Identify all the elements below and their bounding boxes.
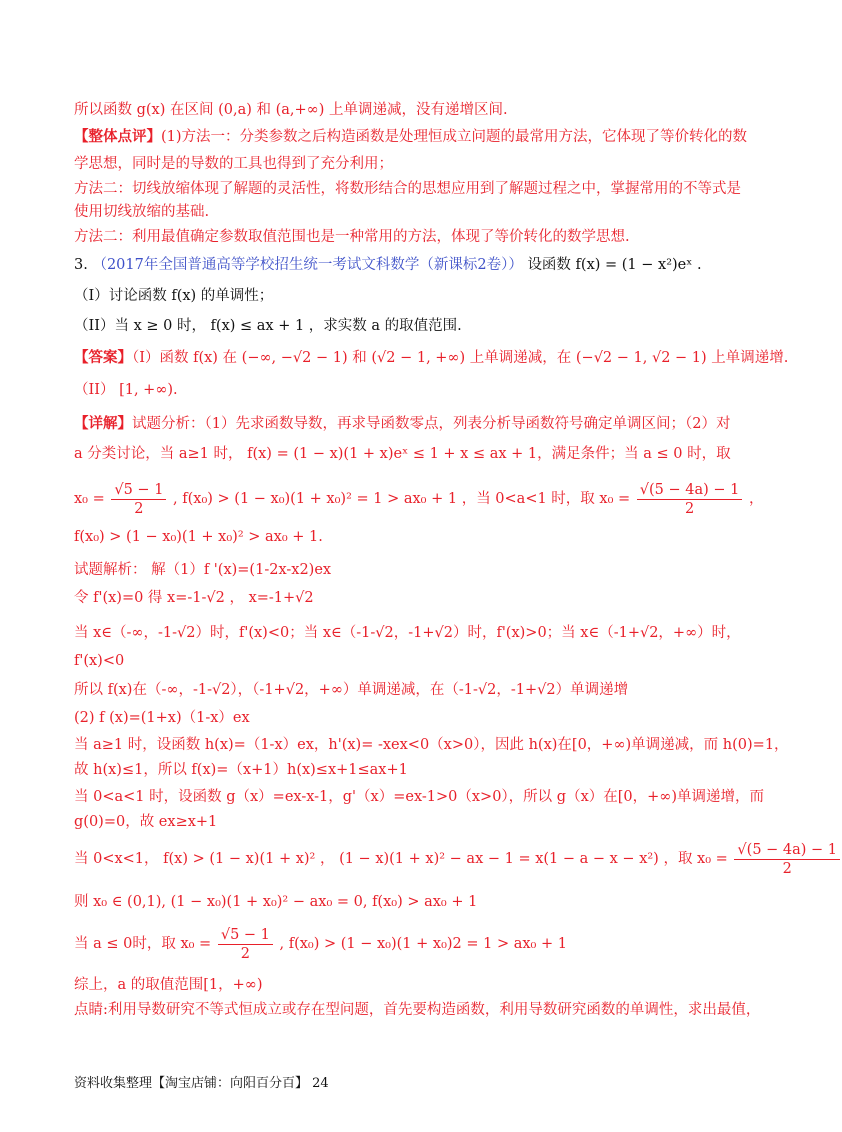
text-line: 当 a≥1 时，设函数 h(x)=（1-x）ex，h'(x)= -xex<0（x>0），因此 h(x)在[0，+∞)单调递减，而 h(0)=1， xyxy=(74,737,789,753)
question-source: （2017年全国普通高等学校招生统一考试文科数学（新课标2卷）） xyxy=(92,257,523,273)
fraction xyxy=(734,841,840,878)
question-number: 3. xyxy=(74,257,88,273)
fraction xyxy=(637,481,743,518)
text-line: 使用切线放缩的基础. xyxy=(74,204,210,220)
denominator: 2 xyxy=(240,945,250,962)
text-line: 则 x₀ ∈ (0,1), (1 − x₀)(1 + x₀)² − ax₀ = 0, f(x₀) > ax₀ + 1 xyxy=(74,894,478,910)
formula-line xyxy=(74,925,740,963)
answer-line xyxy=(74,348,789,368)
text-line: 令 f'(x)=0 得 x=-1-√2 ， x=-1+√2 xyxy=(74,590,314,606)
numerator: √5 − 1 xyxy=(111,481,166,500)
text-line: 所以 f(x)在（-∞，-1-√2），（-1+√2，+∞）单调递减，在（-1-√2，-1+√2）单调递增 xyxy=(74,682,629,698)
text-line: 点睛:利用导数研究不等式恒成立或存在型问题，首先要构造函数，利用导数研究函数的单调性，求出最值， xyxy=(74,1002,761,1018)
denominator: 2 xyxy=(684,500,695,517)
text-segment: (1)方法一：分类参数之后构造函数是处理恒成立问题的最常用方法，它体现了等价转化的数 xyxy=(161,129,748,145)
text-segment: 试题分析：（1）先求函数导数，再求导函数零点，列表分析导函数符号确定单调区间；（2）对 xyxy=(132,416,731,432)
denominator: 2 xyxy=(134,500,144,517)
text-line: （II） [1, +∞). xyxy=(74,382,178,398)
formula-line xyxy=(74,480,764,518)
text-line: 综上，a 的取值范围[1，+∞) xyxy=(74,977,263,993)
text-segment: ， xyxy=(749,491,764,507)
denominator: 2 xyxy=(782,860,792,877)
text-line: 所以函数 g(x) 在区间 (0,a) 和 (a,+∞) 上单调递减，没有递增区间. xyxy=(74,102,508,118)
fraction xyxy=(111,481,166,518)
text-line: 当 x∈（-∞，-1-√2）时，f'(x)<0；当 x∈（-1-√2，-1+√2）时，f'(x)>0；当 x∈（-1+√2，+∞）时， xyxy=(74,625,741,641)
text-line: 方法二：切线放缩体现了解题的灵活性，将数形结合的思想应用到了解题过程之中，掌握常用的不等式是 xyxy=(74,181,741,197)
text-line: a 分类讨论，当 a≥1 时， f(x) = (1 − x)(1 + x)eˣ ≤ 1 + x ≤ ax + 1，满足条件；当 a ≤ 0 时，取 xyxy=(74,446,731,462)
numerator: √5 − 1 xyxy=(218,926,273,945)
text-line: f(x₀) > (1 − x₀)(1 + x₀)² > ax₀ + 1. xyxy=(74,529,323,545)
section-tag: 【答案】 xyxy=(74,349,132,366)
text-line: 方法二：利用最值确定参数取值范围也是一种常用的方法，体现了等价转化的数学思想. xyxy=(74,229,630,245)
section-tag: 【整体点评】 xyxy=(74,128,161,145)
text-segment: 当 a ≤ 0时，取 x₀ = xyxy=(74,936,212,952)
formula-line xyxy=(74,840,838,878)
text-segment: x₀ = xyxy=(74,491,105,507)
text-line: （I）讨论函数 f(x) 的单调性； xyxy=(74,288,274,304)
text-line: 故 h(x)≤1，所以 f(x)=（x+1）h(x)≤x+1≤ax+1 xyxy=(74,762,408,778)
text-segment: , f(x₀) > (1 − x₀)(1 + x₀)² = 1 > ax₀ + 1 ，当 0<a<1 时，取 x₀ = xyxy=(173,491,631,507)
fraction xyxy=(218,926,273,963)
text-line: 当 0<a<1 时，设函数 g（x）=ex-x-1，g'（x）=ex-1>0（x>0），所以 g（x）在[0，+∞)单调递增，而 xyxy=(74,789,765,805)
text-line: 试题解析： 解（1）f '(x)=(1-2x-x2)ex xyxy=(74,562,332,578)
question-header xyxy=(74,255,740,275)
text-line: f'(x)<0 xyxy=(74,653,125,669)
text-line: 学思想，同时是的导数的工具也得到了充分利用； xyxy=(74,156,393,172)
section-tag: 【详解】 xyxy=(74,415,132,432)
text-line: (2) f (x)=(1+x)（1-x）ex xyxy=(74,710,250,726)
text-segment: （I）函数 f(x) 在 (−∞, −√2 − 1) 和 (√2 − 1, +∞) 上单调递减，在 (−√2 − 1, √2 − 1) 上单调递增. xyxy=(132,350,789,366)
text-line: （II）当 x ≥ 0 时， f(x) ≤ ax + 1 ，求实数 a 的取值范围. xyxy=(74,318,462,334)
text-segment: , f(x₀) > (1 − x₀)(1 + x₀)2 = 1 > ax₀ + 1 xyxy=(279,936,567,952)
page-footer: 资料收集整理【淘宝店铺：向阳百分百】 24 xyxy=(74,1076,329,1091)
text-line xyxy=(74,127,748,147)
text-line: g(0)=0，故 ex≥x+1 xyxy=(74,814,218,830)
text-line xyxy=(74,414,740,434)
text-segment: 当 0<x<1， f(x) > (1 − x)(1 + x)² ， (1 − x)(1 + x)² − ax − 1 = x(1 − a − x − x²) ，取 x₀ = xyxy=(74,851,728,867)
numerator: √(5 − 4a) − 1 xyxy=(734,841,840,860)
question-stem: 设函数 f(x) = (1 − x²)eˣ . xyxy=(527,257,702,273)
numerator: √(5 − 4a) − 1 xyxy=(637,481,743,500)
